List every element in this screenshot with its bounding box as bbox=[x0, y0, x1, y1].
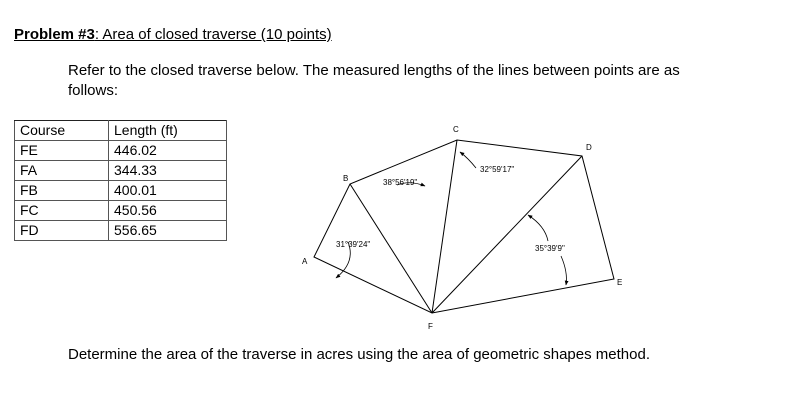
question-text: Determine the area of the traverse in acres using the area of geometric shapes method. bbox=[68, 346, 650, 363]
length-cell: 344.33 bbox=[109, 161, 227, 181]
header-length: Length (ft) bbox=[109, 121, 227, 141]
course-cell: FC bbox=[15, 201, 109, 221]
angle-label-D: 35°39'9" bbox=[535, 244, 565, 253]
point-label-A: A bbox=[302, 257, 308, 266]
length-cell: 556.65 bbox=[109, 221, 227, 241]
point-label-E: E bbox=[617, 278, 623, 287]
angle-arc-E bbox=[561, 256, 566, 285]
problem-number: Problem #3 bbox=[14, 26, 95, 43]
angle-label-B: 38°56'19" bbox=[383, 178, 418, 187]
point-label-B: B bbox=[343, 174, 349, 183]
length-cell: 400.01 bbox=[109, 181, 227, 201]
course-cell: FD bbox=[15, 221, 109, 241]
intro-paragraph: Refer to the closed traverse below. The measured lengths of the lines between points are as follows: bbox=[68, 62, 680, 99]
course-cell: FE bbox=[15, 141, 109, 161]
traverse-perimeter bbox=[314, 140, 614, 313]
line-FC bbox=[432, 140, 457, 313]
point-label-C: C bbox=[453, 125, 459, 134]
length-cell: 450.56 bbox=[109, 201, 227, 221]
angle-arc-C bbox=[460, 152, 476, 168]
point-label-D: D bbox=[586, 143, 592, 152]
problem-title-text: : Area of closed traverse (10 points) bbox=[94, 26, 332, 43]
point-label-F: F bbox=[428, 322, 433, 331]
angle-label-A: 31°39'24" bbox=[336, 240, 371, 249]
angle-arc-D bbox=[528, 215, 548, 241]
course-cell: FA bbox=[15, 161, 109, 181]
header-course: Course bbox=[15, 121, 109, 141]
course-cell: FB bbox=[15, 181, 109, 201]
length-cell: 446.02 bbox=[109, 141, 227, 161]
angle-label-C: 32°59'17" bbox=[480, 165, 515, 174]
